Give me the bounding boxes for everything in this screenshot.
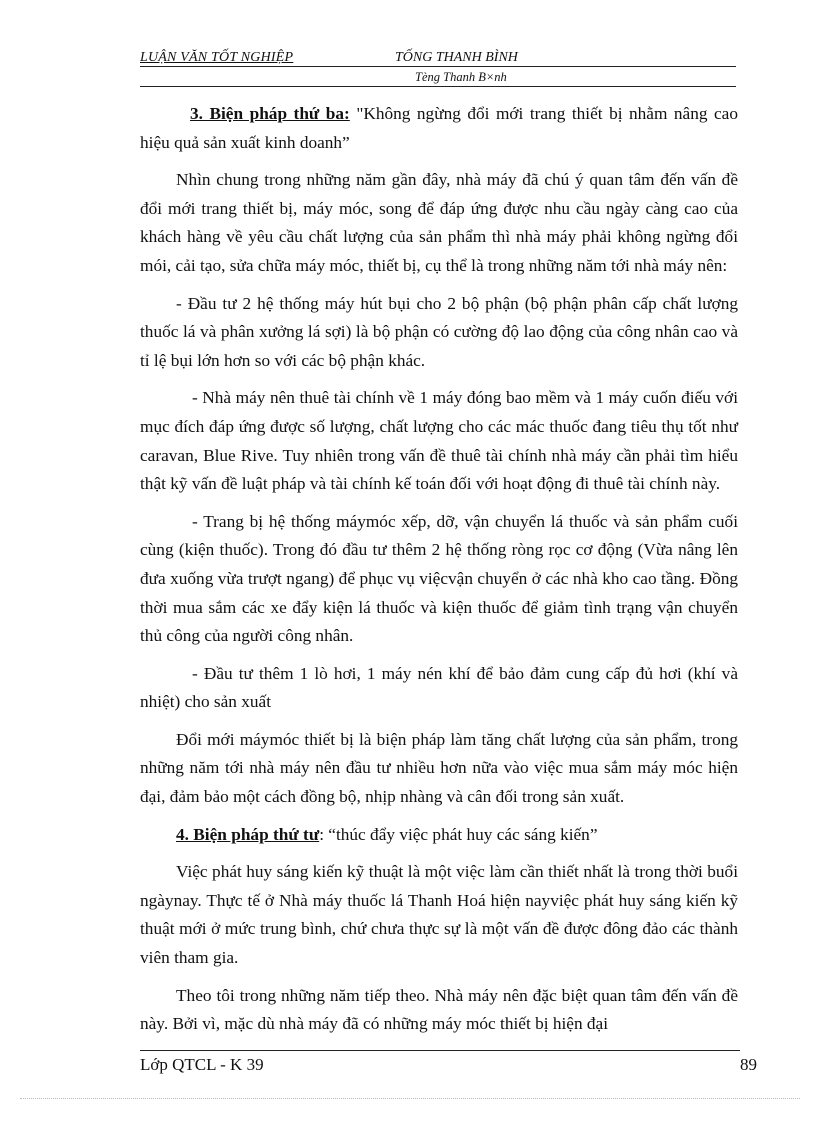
section-4-heading <box>140 821 738 850</box>
header-rule-top <box>140 66 736 67</box>
paragraph-machine-renewal: Đổi mới máymóc thiết bị là biện pháp làm tăng chất lượng của sản phẩm, trong những năm tới nhà máy nên đầu tư nhiều hơn nữa vào việc mua sắm máy móc hiện đại, đảm bảo một cách đồng bộ, nhịp nhàng và cân đối trong sản xuất. <box>140 729 738 807</box>
section-3-heading <box>140 100 738 157</box>
header-rule-bottom <box>140 86 736 87</box>
paragraph-overview: Nhìn chung trong những năm gần đây, nhà máy đã chú ý quan tâm đến vấn đề đổi mới trang thiết bị, máy móc, song để đáp ứng được nhu cầu ngày càng cao của khách hàng về yêu cầu chất lượng của sản phẩm thì nhà máy phải không ngừng đổi mói, cải tạo, sửa chữa máy móc, thiết bị, cụ thể là trong những năm tới nhà máy nên: <box>140 170 738 275</box>
section-4-label: 4. Biện pháp thứ tư <box>176 824 320 844</box>
footer-rule <box>140 1050 740 1051</box>
header-author-name: TỐNG THANH BÌNH <box>395 50 518 65</box>
paragraph-handling-equipment: - Trang bị hệ thống máymóc xếp, dỡ, vận chuyển lá thuốc và sản phẩm cuối cùng (kiện thuốc). Trong đó đầu tư thêm 2 hệ thống ròng rọc cơ động (Vừa nâng lên đưa xuống vừa trượt ngang) để phục vụ việcvận chuyển ở các nhà kho cao tầng. Đồng thời mua sắm các xe đẩy kiện lá thuốc và kiện thuốc để giảm tình trạng vận chuyển thủ công của người công nhân. <box>140 511 738 646</box>
footer-class-label: Lớp QTCL - K 39 <box>140 1055 264 1074</box>
paragraph-finance-lease: - Nhà máy nên thuê tài chính về 1 máy đóng bao mềm và 1 máy cuốn điếu với mục đích đáp ứng được số lượng, chất lượng cho các mác thuốc đang tiêu thụ tốt như caravan, Blue Rive. Tuy nhiên trong vấn đề thuê tài chính nhà máy cần phải tìm hiểu thật kỹ vấn đề luật pháp và tài chính kế toán đối với hoạt động đi thuê tài chính này. <box>140 388 738 494</box>
paragraph-boiler: - Đầu tư thêm 1 lò hơi, 1 máy nén khí để bảo đảm cung cấp đủ hơi (khí và nhiệt) cho sản xuất <box>140 663 738 712</box>
paragraph-dust-system: - Đầu tư 2 hệ thống máy hút bụi cho 2 bộ phận (bộ phận phân cấp chất lượng thuốc lá và phân xưởng lá sợi) là bộ phận có cường độ lao động của công nhân cao và tỉ lệ bụi lớn hơn so với các bộ phận khác. <box>140 293 738 370</box>
document-body <box>140 100 738 1048</box>
header-author-sub: Tèng Thanh B×nh <box>415 70 507 84</box>
page-header <box>140 50 736 90</box>
header-thesis-title: LUẬN VĂN TỐT NGHIỆP <box>140 50 294 65</box>
paragraph-initiatives: Việc phát huy sáng kiến kỹ thuật là một việc làm cần thiết nhất là trong thời buổi ngàynay. Thực tế ở Nhà máy thuốc lá Thanh Hoá hiện nayviệc phát huy sáng kiến kỹ thuật mới ở mức trung bình, chứ chưa thực sự là một vấn đề được đông đảo các thành viên tham gia. <box>140 862 738 968</box>
section-3-title: "Không ngừng đổi mới trang thiết bị nhằm nâng cao hiệu quả sản xuất kinh doanh” <box>140 104 738 152</box>
paragraph-recommendation: Theo tôi trong những năm tiếp theo. Nhà máy nên đặc biệt quan tâm đến vấn đề này. Bởi vì, mặc dù nhà máy đã có những máy móc thiết bị hiện đại <box>140 985 738 1034</box>
section-3-label: 3. Biện pháp thứ ba: <box>190 104 350 123</box>
section-4-title: : “thúc đẩy việc phát huy các sáng kiến” <box>319 824 598 844</box>
page-number: 89 <box>740 1055 757 1074</box>
page-bottom-border <box>20 1098 800 1099</box>
